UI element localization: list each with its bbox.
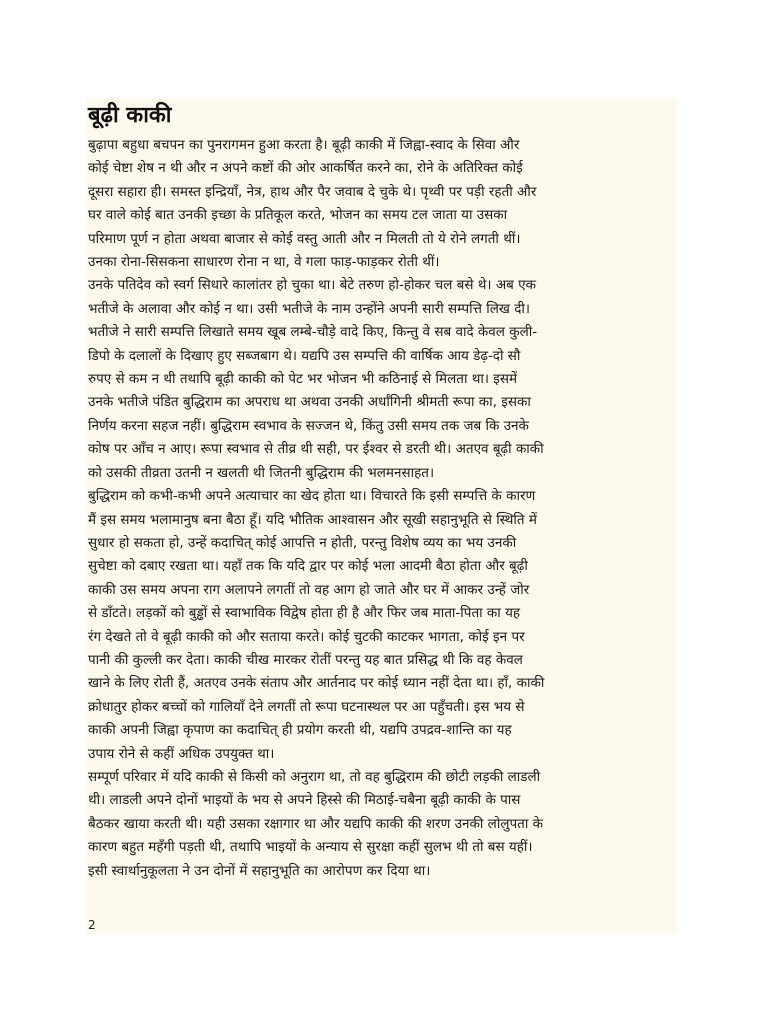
text-line: काकी अपनी जिह्वा कृपाण का कदाचित् ही प्रयोग करती थी, यद्यपि उपद्रव-शान्ति का यह — [88, 722, 512, 739]
text-line: घर वाले कोई बात उनकी इच्छा के प्रतिकूल करते, भोजन का समय टल जाता या उसका — [88, 207, 508, 224]
text-line: खाने के लिए रोती हैं, अतएव उनके संताप और आर्तनाद पर कोई ध्यान नहीं देता था। हाँ, काकी — [88, 675, 545, 692]
text-line: सम्पूर्ण परिवार में यदि काकी से किसी को अनुराग था, तो वह बुद्धिराम की छोटी लड़की लाडली — [88, 768, 541, 785]
text-line: दूसरा सहारा ही। समस्त इन्द्रियाँ, नेत्र, हाथ और पैर जवाब दे चुके थे। पृथ्वी पर पड़ी रहती और — [88, 183, 537, 200]
text-line: से डाँटते। लड़कों को बुड्ढों से स्वाभाविक विद्वेष होता ही है और फिर जब माता-पिता का यह — [88, 605, 521, 622]
text-line: बुढ़ापा बहुधा बचपन का पुनरागमन हुआ करता है। बूढ़ी काकी में जिह्वा-स्वाद के सिवा और — [88, 137, 520, 153]
text-line: क्रोधातुर होकर बच्चों को गालियाँ देने लगतीं तो रूपा घटनास्थल पर आ पहुँचती। इस भय से — [88, 698, 525, 715]
text-line: डिपो के दलालों के दिखाए हुए सब्जबाग थे। यद्यपि उस सम्पत्ति की वार्षिक आय डेढ़-दो सौ — [88, 347, 521, 364]
text-line: उनके भतीजे पंडित बुद्धिराम का अपराध था अथवा उनकी अर्धांगिनी श्रीमती रूपा का, इसका — [88, 394, 531, 411]
text-line: थी। लाडली अपने दोनों भाइयों के भय से अपने हिस्से की मिठाई-चबैना बूढ़ी काकी के पास — [88, 792, 521, 809]
text-line: सुधार हो सकता हो, उन्हें कदाचित् कोई आपत्ति न होती, परन्तु विशेष व्यय का भय उनकी — [88, 534, 517, 551]
text-line: बैठकर खाया करती थी। यही उसका रक्षागार था और यद्यपि काकी की शरण उनकी लोलुपता के — [88, 815, 543, 832]
story-body — [88, 134, 672, 883]
story-title: बूढ़ी काकी — [88, 103, 172, 128]
text-line: पानी की कुल्ली कर देता। काकी चीख मारकर रोतीं परन्तु यह बात प्रसिद्ध थी कि वह केवल — [88, 651, 523, 668]
text-line: को उसकी तीव्रता उतनी न खलती थी जितनी बुद्धिराम की भलमनसाहत। — [88, 464, 435, 481]
text-line: इसी स्वार्थानुकूलता ने उन दोनों में सहानुभूति का आरोपण कर दिया था। — [88, 862, 431, 879]
text-line: कोष पर आँच न आए। रूपा स्वभाव से तीव्र थी सही, पर ईश्वर से डरती थी। अतएव बूढ़ी काकी — [88, 441, 544, 458]
text-line: भतीजे के अलावा और कोई न था। उसी भतीजे के नाम उन्होंने अपनी सारी सम्पत्ति लिख दी। — [88, 300, 531, 317]
text-line: रुपए से कम न थी तथापि बूढ़ी काकी को पेट भर भोजन भी कठिनाई से मिलता था। इसमें — [88, 371, 518, 388]
text-line: सुचेष्टा को दबाए रखता था। यहाँ तक कि यदि द्वार पर कोई भला आदमी बैठा होता और बूढ़ी — [88, 558, 528, 575]
text-line: बुद्धिराम को कभी-कभी अपने अत्याचार का खेद होता था। विचारते कि इसी सम्पत्ति के कारण — [88, 488, 536, 505]
text-line: काकी उस समय अपना राग अलापने लगतीं तो वह आग हो जाते और घर में आकर उन्हें जोर — [88, 581, 530, 598]
text-line: परिमाण पूर्ण न होता अथवा बाजार से कोई वस्तु आती और न मिलती तो ये रोने लगती थीं। — [88, 230, 521, 247]
text-line: रंग देखते तो वे बूढ़ी काकी को और सताया करते। कोई चुटकी काटकर भागता, कोई इन पर — [88, 628, 525, 645]
page-number: 2 — [88, 918, 96, 932]
text-line: भतीजे ने सारी सम्पत्ति लिखाते समय खूब लम्बे-चौड़े वादे किए, किन्तु वे सब वादे केवल कुली- — [88, 324, 538, 341]
text-line: मैं इस समय भलामानुष बना बैठा हूँ। यदि भौतिक आश्वासन और सूखी सहानुभूति से स्थिति में — [88, 511, 537, 528]
text-line: निर्णय करना सहज नहीं। बुद्धिराम स्वभाव के सज्जन थे, किंतु उसी समय तक जब कि उनके — [88, 417, 529, 434]
text-line: उनका रोना-सिसकना साधारण रोना न था, वे गला फाड़-फाड़कर रोती थीं। — [88, 254, 440, 271]
text-line: उपाय रोने से कहीं अधिक उपयुक्त था। — [88, 745, 275, 762]
text-line: कोई चेष्टा शेष न थी और न अपने कष्टों की ओर आकर्षित करने का, रोने के अतिरिक्त कोई — [88, 160, 523, 177]
text-line: उनके पतिदेव को स्वर्ग सिधारे कालांतर हो चुका था। बेटे तरुण हो-होकर चल बसे थे। अब एक — [88, 277, 536, 294]
text-line: कारण बहुत महँगी पड़ती थी, तथापि भाइयों के अन्याय से सुरक्षा कहीं सुलभ थी तो बस यहीं। — [88, 839, 533, 856]
